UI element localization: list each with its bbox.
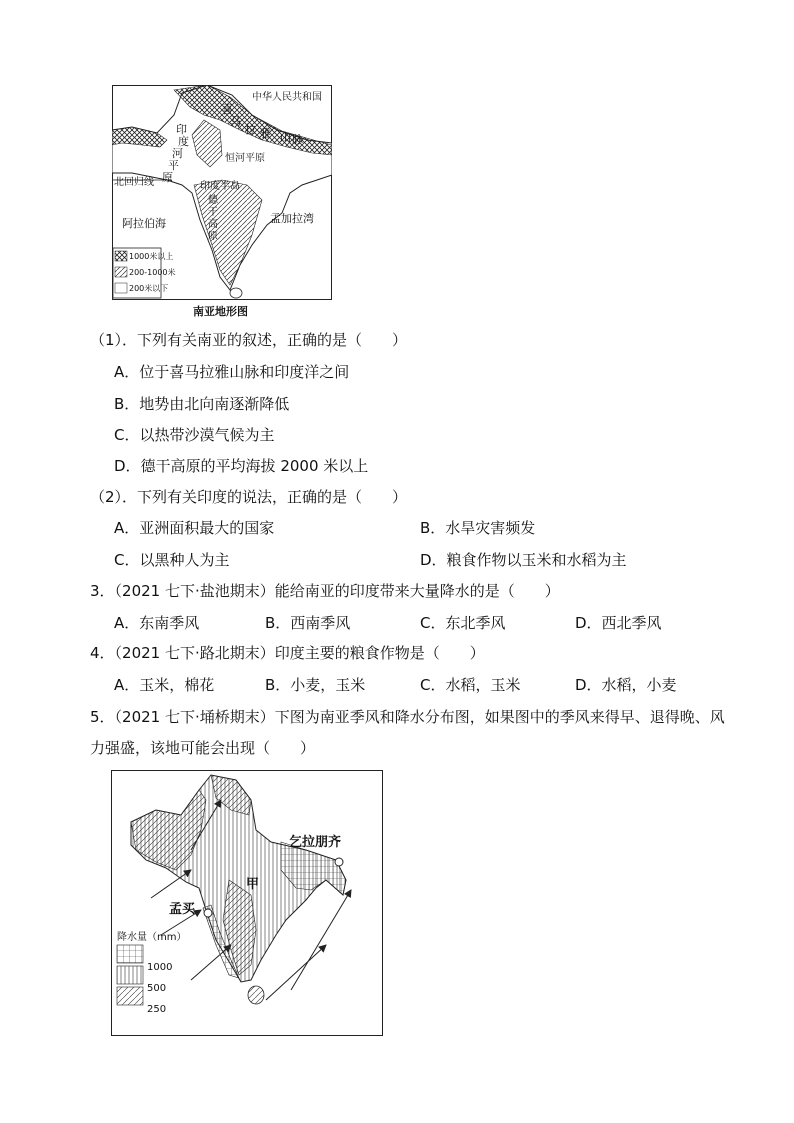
q3-option-a[interactable]: A．东南季风 xyxy=(114,614,200,632)
sri-lanka-shape xyxy=(230,288,242,298)
legend-250: 250 xyxy=(147,1004,167,1015)
q4-option-d[interactable]: D．水稻，小麦 xyxy=(575,676,677,694)
label-tropic: 北回归线 xyxy=(114,177,154,188)
label-himalaya-6: 脉 xyxy=(292,133,303,146)
label-deccan-4: 原 xyxy=(208,231,218,242)
terrain-map-svg xyxy=(112,85,332,300)
label-indus-5: 原 xyxy=(162,171,173,184)
rainfall-legend-title: 降水量（mm） xyxy=(117,932,187,943)
monsoon-rainfall-map xyxy=(111,770,383,1036)
q2-option-a[interactable]: A．亚洲面积最大的国家 xyxy=(114,519,275,537)
legend-mid: 200-1000米 xyxy=(129,268,176,277)
label-arabian-sea: 阿拉伯海 xyxy=(122,217,166,230)
label-himalaya-3: 拉 xyxy=(245,123,256,136)
label-deccan-1: 德 xyxy=(208,195,218,206)
legend-500: 500 xyxy=(147,983,167,994)
label-ganges-plain: 恒河平原 xyxy=(225,153,265,164)
q2-option-d[interactable]: D．粮食作物以玉米和水稻为主 xyxy=(420,551,627,569)
south-asia-terrain-map xyxy=(112,85,332,300)
label-cherrapunji: 乞拉朋齐 xyxy=(289,835,342,850)
q4-stem: 4．（2021 七下·路北期末）印度主要的粮食作物是（ ） xyxy=(90,644,485,662)
q3-option-d[interactable]: D．西北季风 xyxy=(575,614,662,632)
q5-stem-line2: 力强盛，该地可能会出现（ ） xyxy=(90,739,316,757)
q4-option-a[interactable]: A．玉米，棉花 xyxy=(114,676,215,694)
q2-option-c[interactable]: C．以黑种人为主 xyxy=(114,551,230,569)
q2-stem: （2）．下列有关印度的说法，正确的是（ ） xyxy=(90,488,408,506)
q1-option-d[interactable]: D．德干高原的平均海拔 2000 米以上 xyxy=(114,457,369,475)
q1-option-a[interactable]: A．位于喜马拉雅山脉和印度洋之间 xyxy=(114,363,350,381)
label-himalaya-1: 喜 xyxy=(222,103,233,116)
label-himalaya-4: 雅 xyxy=(260,127,271,140)
label-indus-4: 平 xyxy=(168,159,179,172)
q3-option-c[interactable]: C．东北季风 xyxy=(420,614,506,632)
q5-stem-line1: 5．（2021 七下·埇桥期末）下图为南亚季风和降水分布图，如果图中的季风来得早、退得晚、风 xyxy=(90,708,725,726)
terrain-legend xyxy=(113,248,176,298)
cherrapunji-marker xyxy=(335,858,343,866)
label-indus-2: 度 xyxy=(178,135,189,148)
label-deccan-3: 高 xyxy=(208,219,218,230)
label-peninsula: 印度半岛 xyxy=(200,181,240,192)
q4-option-c[interactable]: C．水稻，玉米 xyxy=(420,676,521,694)
label-jia: 甲 xyxy=(246,877,260,892)
legend-high: 1000米以上 xyxy=(129,252,174,261)
q1-option-b[interactable]: B．地势由北向南逐渐降低 xyxy=(114,395,290,413)
label-indus-1: 印 xyxy=(176,123,187,136)
q1-stem: （1）．下列有关南亚的叙述，正确的是（ ） xyxy=(90,331,408,349)
q2-option-b[interactable]: B．水旱灾害频发 xyxy=(420,519,536,537)
legend-1000: 1000 xyxy=(147,962,173,973)
q3-option-b[interactable]: B．西南季风 xyxy=(265,614,351,632)
mumbai-marker xyxy=(204,909,212,917)
label-deccan-2: 干 xyxy=(208,207,218,218)
label-bay-of-bengal: 孟加拉湾 xyxy=(270,212,314,225)
legend-low: 200米以下 xyxy=(129,284,169,293)
label-china: 中华人民共和国 xyxy=(252,92,322,103)
sri-lanka-rain-shape xyxy=(248,986,264,1004)
rainfall-map-svg xyxy=(111,770,383,1036)
terrain-map-caption: 南亚地形图 xyxy=(193,305,248,318)
q4-option-b[interactable]: B．小麦，玉米 xyxy=(265,676,366,694)
label-mumbai: 孟买 xyxy=(169,902,196,917)
label-indus-3: 河 xyxy=(172,147,183,160)
q1-option-c[interactable]: C．以热带沙漠气候为主 xyxy=(114,426,275,444)
q3-stem: 3．（2021 七下·盐池期末）能给南亚的印度带来大量降水的是（ ） xyxy=(90,582,560,600)
label-himalaya-2: 马 xyxy=(230,115,241,128)
label-himalaya-5: 山 xyxy=(280,131,291,144)
